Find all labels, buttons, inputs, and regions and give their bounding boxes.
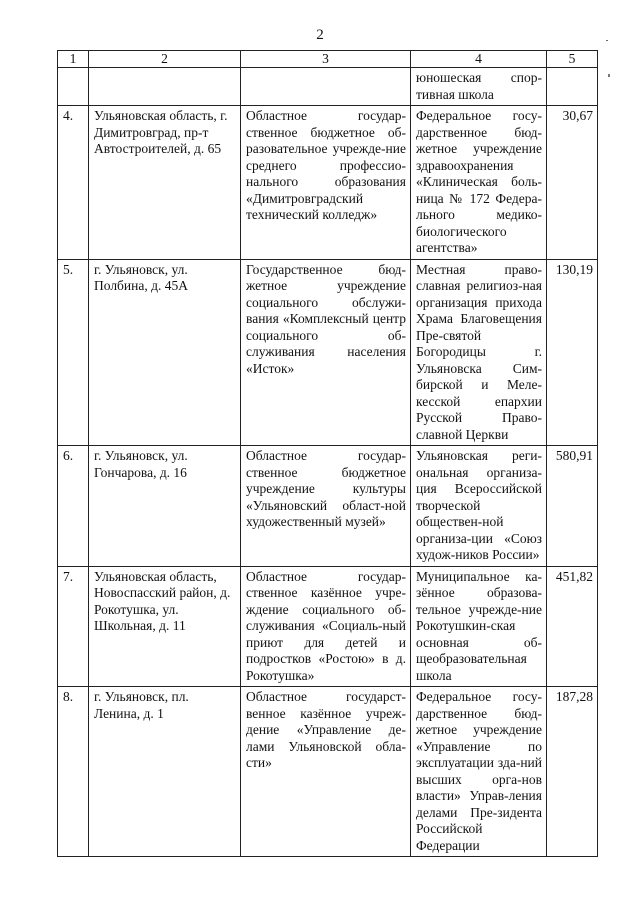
table-row (58, 687, 598, 857)
column-header: 4 (411, 51, 547, 68)
area-cell: 30,67 (547, 106, 598, 260)
row-number: 4. (58, 106, 89, 260)
owner-cell: Федеральное госу-дарственное бюд-жетное учреждение «Управление по эксплуатации зда-ний высших орга-нов власти» Управ-ления делами Пре-зидента Российской Федерации (411, 687, 547, 857)
address-cell: г. Ульяновск, ул. Полбина, д. 45А (89, 259, 241, 446)
address-cell: г. Ульяновск, ул. Гончарова, д. 16 (89, 446, 241, 567)
page-number: 2 (316, 27, 324, 43)
area-cell (547, 68, 598, 106)
table-row (58, 446, 598, 567)
area-cell: 130,19 (547, 259, 598, 446)
address-cell (89, 68, 241, 106)
user-cell: Областное государ-ственное бюджетное учреждение культуры «Ульяновский област-ной художественный музей» (241, 446, 411, 567)
row-number (58, 68, 89, 106)
scan-speck (608, 74, 610, 77)
table-row (58, 68, 598, 106)
user-cell (241, 68, 411, 106)
user-cell: Областное государ-ственное казённое учре-ждение социального об-служивания «Социаль-ный приют для детей и подростков «Ростою» в д. Рокотушка» (241, 566, 411, 687)
row-number: 6. (58, 446, 89, 567)
user-cell: Государственное бюд-жетное учреждение социального обслужи-вания «Комплексный центр социального об-служивания населения «Исток» (241, 259, 411, 446)
owner-cell: Местная право-славная религиоз-ная организация прихода Храма Благовещения Пре-святой Богородицы г. Ульяновска Сим-бирской и Меле-кесской епархии Русской Право-славной Церкви (411, 259, 547, 446)
table-row (58, 566, 598, 687)
owner-cell: Ульяновская реги-ональная организа-ция Всероссийской творческой обществен-ной организа-ции «Союз худож-ников России» (411, 446, 547, 567)
row-number: 7. (58, 566, 89, 687)
row-number: 5. (58, 259, 89, 446)
user-cell: Областное государст-венное казённое учреж-дение «Управление де-лами Ульяновской обла-сти» (241, 687, 411, 857)
header-row (58, 51, 598, 68)
area-cell: 187,28 (547, 687, 598, 857)
column-header: 5 (547, 51, 598, 68)
row-number: 8. (58, 687, 89, 857)
address-cell: г. Ульяновск, пл. Ленина, д. 1 (89, 687, 241, 857)
address-cell: Ульяновская область, г. Димитровград, пр-т Автостроителей, д. 65 (89, 106, 241, 260)
area-cell: 580,91 (547, 446, 598, 567)
owner-cell: Федеральное госу-дарственное бюд-жетное учреждение здравоохранения «Клиническая боль-ница № 172 Федера-льного медико-биологического агентства» (411, 106, 547, 260)
user-cell: Областное государ-ственное бюджетное об-разовательное учрежде-ние среднего профессио-нального образования «Димитровградский технический колледж» (241, 106, 411, 260)
address-cell: Ульяновская область, Новоспасский район, д. Рокотушка, ул. Школьная, д. 11 (89, 566, 241, 687)
table-row (58, 106, 598, 260)
column-header: 1 (58, 51, 89, 68)
area-cell: 451,82 (547, 566, 598, 687)
property-table (57, 50, 598, 857)
owner-cell: юношеская спор-тивная школа (411, 68, 547, 106)
column-header: 2 (89, 51, 241, 68)
column-header: 3 (241, 51, 411, 68)
table-row (58, 259, 598, 446)
owner-cell: Муниципальное ка-зённое образова-тельное учрежде-ние Рокотушкин-ская основная об-щеобразовательная школа (411, 566, 547, 687)
scan-speck (606, 40, 608, 41)
